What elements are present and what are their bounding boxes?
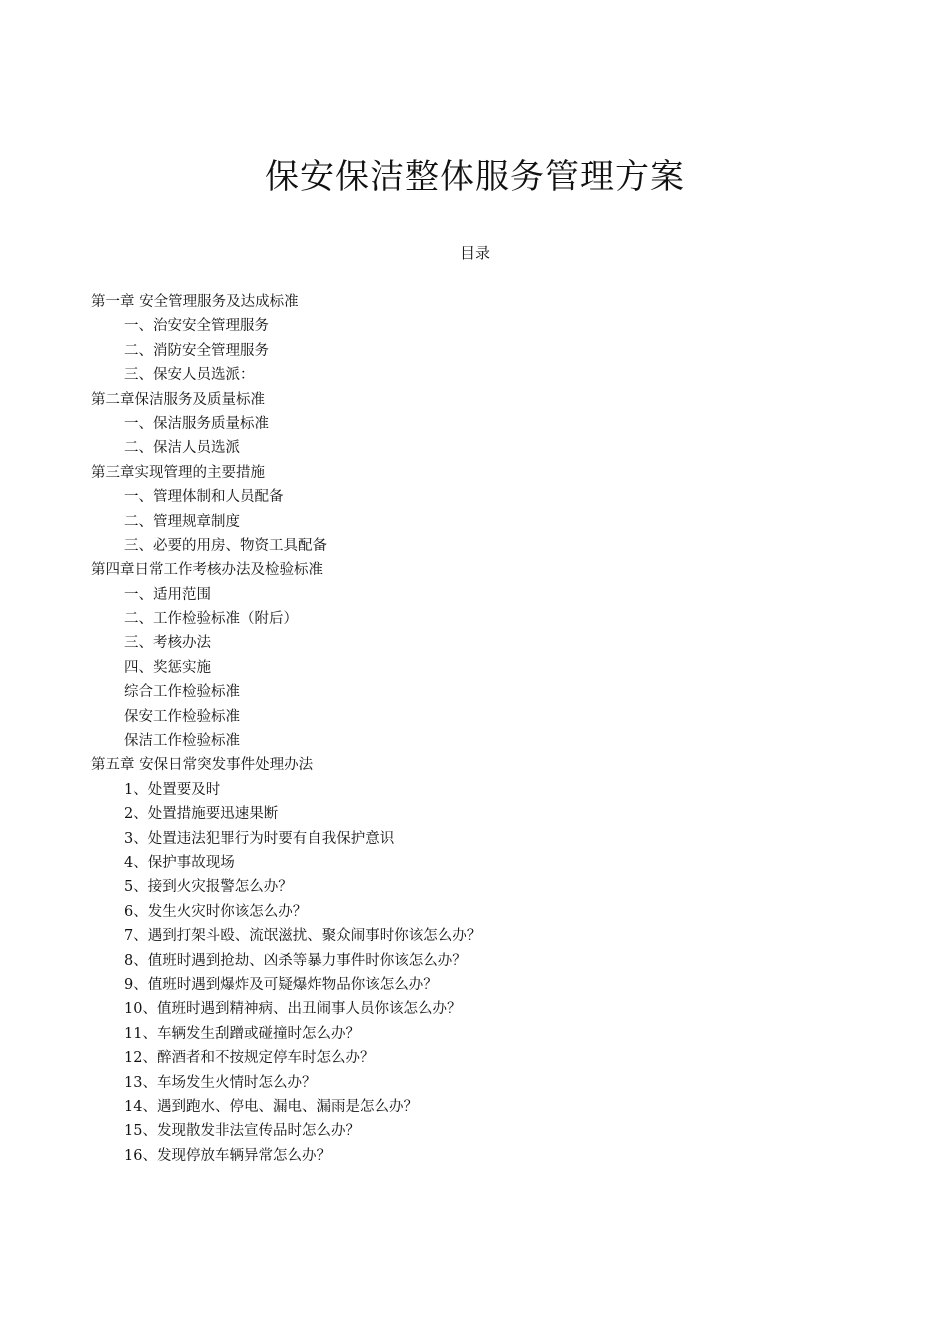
toc-section-entry: 一、保洁服务质量标准 (124, 415, 269, 432)
toc-section-entry: 6、发生火灾时你该怎么办？ (124, 903, 308, 920)
toc-section-entry: 综合工作检验标准 (124, 684, 240, 701)
toc-section-entry: 12、醉酒者和不按规定停车时怎么办？ (124, 1050, 375, 1067)
toc-chapter-entry: 第五章 安保日常突发事件处理办法 (91, 757, 314, 774)
toc-section-entry: 三、保安人员选派： (124, 367, 255, 384)
toc-section-entry: 一、治安安全管理服务 (124, 318, 269, 335)
toc-section-entry: 保安工作检验标准 (124, 708, 240, 725)
toc-section-entry: 16、发现停放车辆异常怎么办？ (124, 1147, 331, 1164)
toc-section-entry: 3、处置违法犯罪行为时要有自我保护意识 (124, 830, 395, 847)
toc-section-entry: 4、保护事故现场 (124, 854, 235, 871)
toc-section-entry: 三、考核办法 (124, 635, 211, 652)
toc-section-entry: 二、消防安全管理服务 (124, 342, 269, 359)
toc-section-entry: 二、管理规章制度 (124, 513, 240, 530)
toc-section-entry: 14、遇到跑水、停电、漏电、漏雨是怎么办？ (124, 1098, 418, 1115)
toc-chapter-entry: 第一章 安全管理服务及达成标准 (91, 294, 299, 310)
toc-section-entry: 四、奖惩实施 (124, 659, 211, 676)
toc-section-entry: 1、处置要及时 (124, 781, 221, 798)
toc-section-entry: 7、遇到打架斗殴、流氓滋扰、聚众闹事时你该怎么办？ (124, 928, 482, 945)
toc-section-entry: 8、值班时遇到抢劫、凶杀等暴力事件时你该怎么办？ (124, 952, 467, 969)
toc-chapter-entry: 第三章实现管理的主要措施 (91, 464, 265, 481)
toc-chapter-entry: 第二章保洁服务及质量标准 (91, 391, 265, 408)
toc-section-entry: 15、发现散发非法宣传品时怎么办？ (124, 1123, 360, 1140)
toc-section-entry: 一、管理体制和人员配备 (124, 489, 284, 506)
toc-section-entry: 5、接到火灾报警怎么办？ (124, 879, 293, 896)
toc-section-entry: 二、保洁人员选派 (124, 440, 240, 457)
toc-heading: 目录 (459, 244, 490, 262)
toc-section-entry: 一、适用范围 (124, 586, 211, 603)
toc-section-entry: 保洁工作检验标准 (124, 733, 240, 750)
table-of-contents (91, 290, 851, 1168)
toc-section-entry: 9、值班时遇到爆炸及可疑爆炸物品你该怎么办？ (124, 976, 438, 993)
toc-section-entry: 13、车场发生火情时怎么办？ (124, 1074, 317, 1091)
toc-chapter-entry: 第四章日常工作考核办法及检验标准 (91, 562, 323, 579)
document-title: 保安保洁整体服务管理方案 (265, 157, 685, 197)
toc-section-entry: 二、工作检验标准（附后） (124, 611, 298, 628)
toc-section-entry: 2、处置措施要迅速果断 (124, 806, 279, 823)
toc-section-entry: 10、值班时遇到精神病、出丑闹事人员你该怎么办？ (124, 1001, 462, 1018)
toc-section-entry: 三、必要的用房、物资工具配备 (124, 537, 327, 554)
toc-section-entry: 11、车辆发生刮蹭或碰撞时怎么办？ (124, 1025, 360, 1042)
